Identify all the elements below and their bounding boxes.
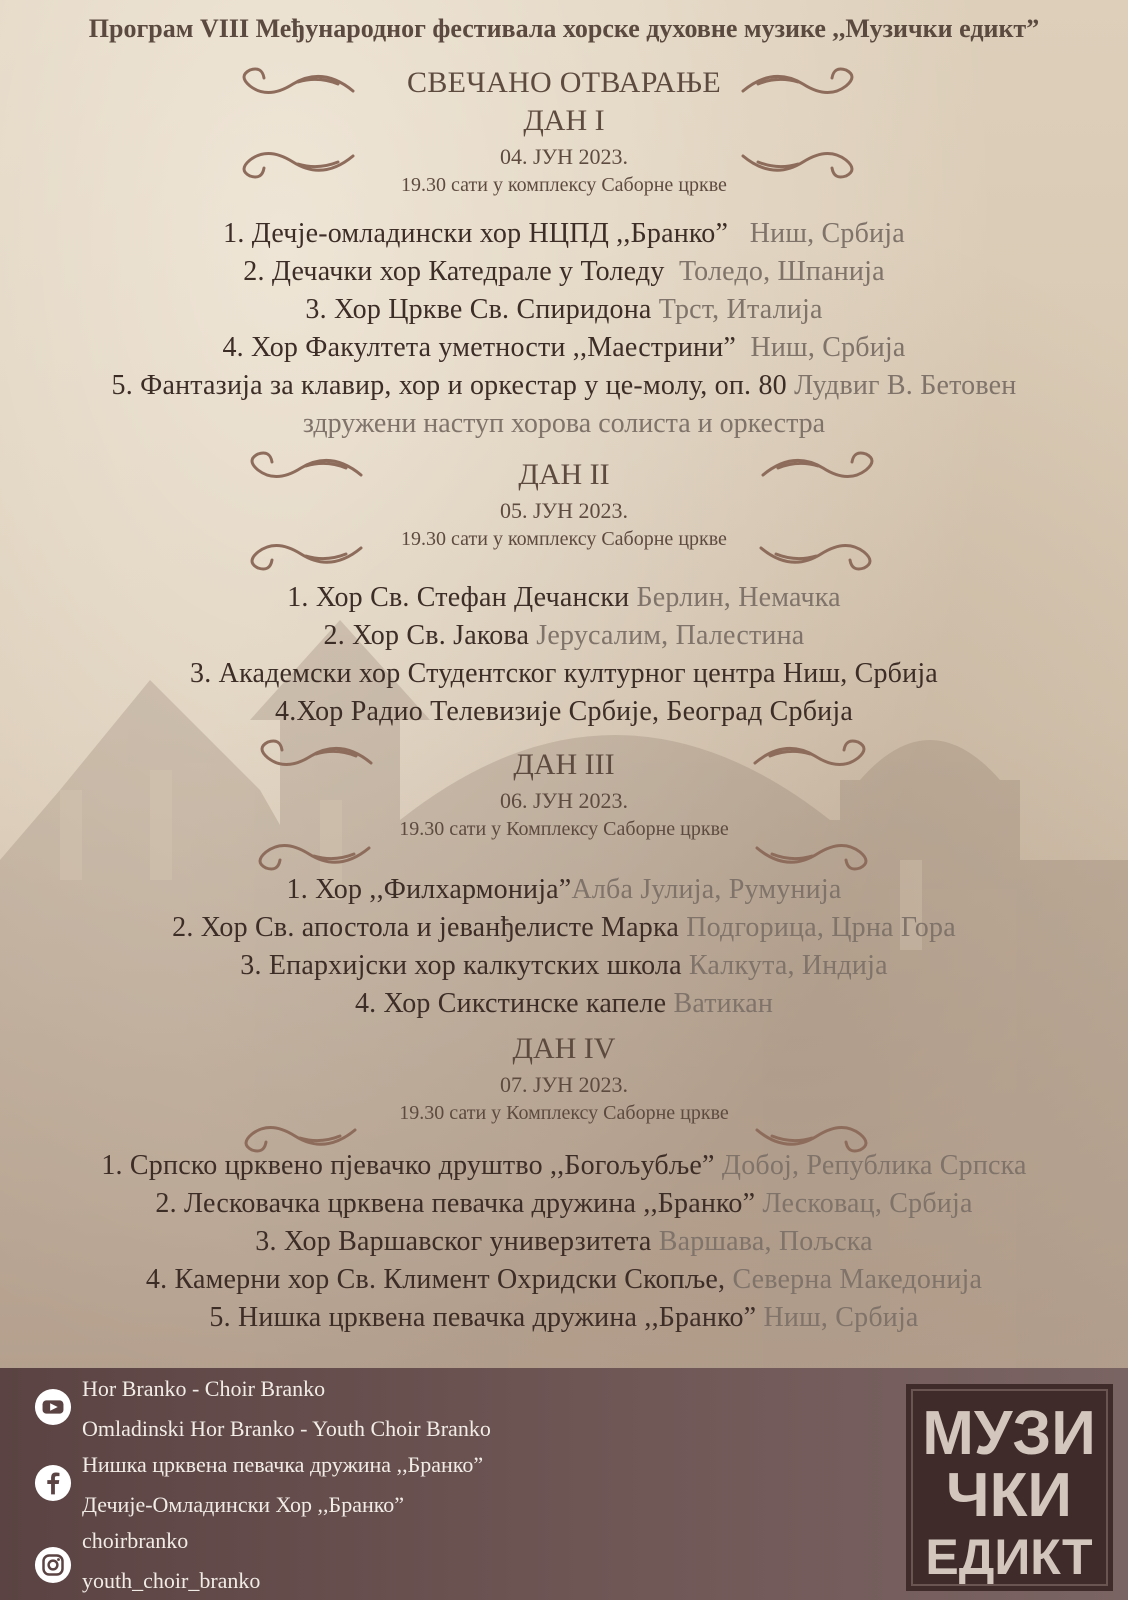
choir-location: Јерусалим, Палестина	[536, 620, 805, 651]
day-4-title: ДАН IV	[512, 1032, 616, 1065]
choir-location: Северна Македонија	[732, 1264, 983, 1295]
day-1-date: 04. ЈУН 2023.	[499, 144, 629, 169]
day-4-place: 19.30 сати у Комплексу Саборне цркве	[399, 1102, 729, 1124]
program-item	[0, 620, 1128, 652]
choir-location: Берлин, Немачка	[636, 582, 841, 613]
choir-name: 1. Хор Св. Стефан Дечански	[287, 582, 630, 613]
program-item	[0, 1150, 1128, 1182]
instagram-account-link[interactable]: choirbranko	[82, 1528, 189, 1553]
facebook-page-link[interactable]: Дечије-Омладински Хор ,,Бранко”	[82, 1492, 405, 1517]
choir-name: 3. Епархијски хор калкутских школа	[240, 950, 682, 981]
poster-title: Програм VIII Међународног фестивала хорске духовне музике ,,Музички едикт”	[88, 14, 1040, 43]
program-note: здружени наступ хорова солиста и оркестра	[302, 408, 826, 439]
program-item	[0, 1188, 1128, 1220]
choir-name: 3. Хор Цркве Св. Спиридона	[305, 294, 652, 325]
program-item	[0, 256, 1128, 288]
program-item	[0, 370, 1128, 402]
program-item	[0, 1264, 1128, 1296]
instagram-icon[interactable]	[34, 1546, 72, 1584]
youtube-icon[interactable]	[34, 1388, 72, 1426]
facebook-icon[interactable]	[34, 1464, 72, 1502]
youtube-channel-link[interactable]: Hor Branko - Choir Branko	[82, 1376, 326, 1401]
choir-name: 4. Хор Сикстинске капеле	[354, 988, 667, 1019]
day-3-place: 19.30 сати у Комплексу Саборне цркве	[399, 818, 729, 840]
program-item	[0, 332, 1128, 364]
day-3-date: 06. ЈУН 2023.	[499, 788, 629, 813]
instagram-account-link[interactable]: youth_choir_branko	[82, 1568, 261, 1593]
logo-line-3: ЕДИКТ	[925, 1529, 1093, 1585]
day-1-title: ДАН I	[523, 104, 605, 137]
day-2-title: ДАН II	[518, 458, 610, 491]
program-item	[0, 988, 1128, 1020]
choir-location: Трст, Италија	[658, 294, 823, 325]
choir-name: 3. Хор Варшавског универзитета	[255, 1226, 652, 1257]
choir-name: 4. Хор Факултета уметности ,,Маестрини”	[222, 332, 737, 363]
logo-line-2: ЧКИ	[946, 1461, 1072, 1530]
choir-location: Калкута, Индија	[688, 950, 888, 981]
program-item	[0, 218, 1128, 250]
choir-name: 5. Нишка црквена певачка дружина ,,Бранко”	[209, 1302, 757, 1333]
program-item	[0, 294, 1128, 326]
day-4-date: 07. ЈУН 2023.	[499, 1072, 629, 1097]
program-item	[0, 696, 1128, 728]
choir-name: 4.Хор Радио Телевизије Србије, Београд Србија	[275, 696, 853, 727]
facebook-page-link[interactable]: Нишка црквена певачка дружина ,,Бранко”	[82, 1452, 484, 1477]
program-item	[0, 874, 1128, 906]
choir-location: Варшава, Пољска	[658, 1226, 873, 1257]
program-item	[0, 912, 1128, 944]
choir-name: 2. Лесковачка црквена певачка дружина ,,Бранко”	[155, 1188, 756, 1219]
program-item	[0, 582, 1128, 614]
choir-location: Ниш, Србија	[749, 218, 905, 249]
choir-location: Ватикан	[673, 988, 774, 1019]
choir-name: 2. Дечачки хор Катедрале у Толеду	[243, 256, 665, 287]
choir-name: 1. Дечје-омладински хор НЦПД ,,Бранко”	[223, 218, 729, 249]
choir-location: Лудвиг В. Бетовен	[794, 370, 1017, 401]
choir-name: 1. Хор ,,Филхармонија”	[286, 874, 572, 905]
choir-location: Лесковац, Србија	[762, 1188, 973, 1219]
choir-name: 4. Камерни хор Св. Климент Охридски Скопље,	[145, 1264, 726, 1295]
day-2-place: 19.30 сати у комплексу Саборне цркве	[401, 528, 727, 550]
choir-location: Подгорица, Црна Гора	[686, 912, 956, 943]
choir-location: Ниш, Србија	[750, 332, 906, 363]
choir-location: Алба Јулија, Румунија	[571, 874, 842, 905]
logo-line-1: МУЗИ	[922, 1399, 1096, 1468]
choir-location: Добој, Република Српска	[721, 1150, 1027, 1181]
program-item	[0, 1226, 1128, 1258]
opening-heading: СВЕЧАНО ОТВАРАЊЕ	[407, 66, 721, 99]
program-item	[0, 1302, 1128, 1334]
program-item	[0, 658, 1128, 690]
muzicki-edikt-logo	[906, 1384, 1113, 1591]
choir-name: 5. Фантазија за клавир, хор и оркестар у це-молу, оп. 80	[111, 370, 787, 401]
choir-name: 2. Хор Св. Јакова	[323, 620, 530, 651]
day-2-date: 05. ЈУН 2023.	[499, 498, 629, 523]
choir-location: Ниш, Србија	[763, 1302, 919, 1333]
day-1-place: 19.30 сати у комплексу Саборне цркве	[401, 174, 727, 196]
day-3-title: ДАН III	[513, 748, 615, 781]
choir-name: 3. Академски хор Студентског културног центра Ниш, Србија	[190, 658, 938, 689]
choir-name: 2. Хор Св. апостола и јеванђелисте Марка	[172, 912, 679, 943]
choir-location: Толедо, Шпанија	[678, 256, 885, 287]
program-item	[0, 950, 1128, 982]
choir-name: 1. Српско црквено пјевачко друштво ,,Богољубље”	[101, 1150, 715, 1181]
youtube-channel-link[interactable]: Omladinski Hor Branko - Youth Choir Branko	[82, 1416, 491, 1441]
